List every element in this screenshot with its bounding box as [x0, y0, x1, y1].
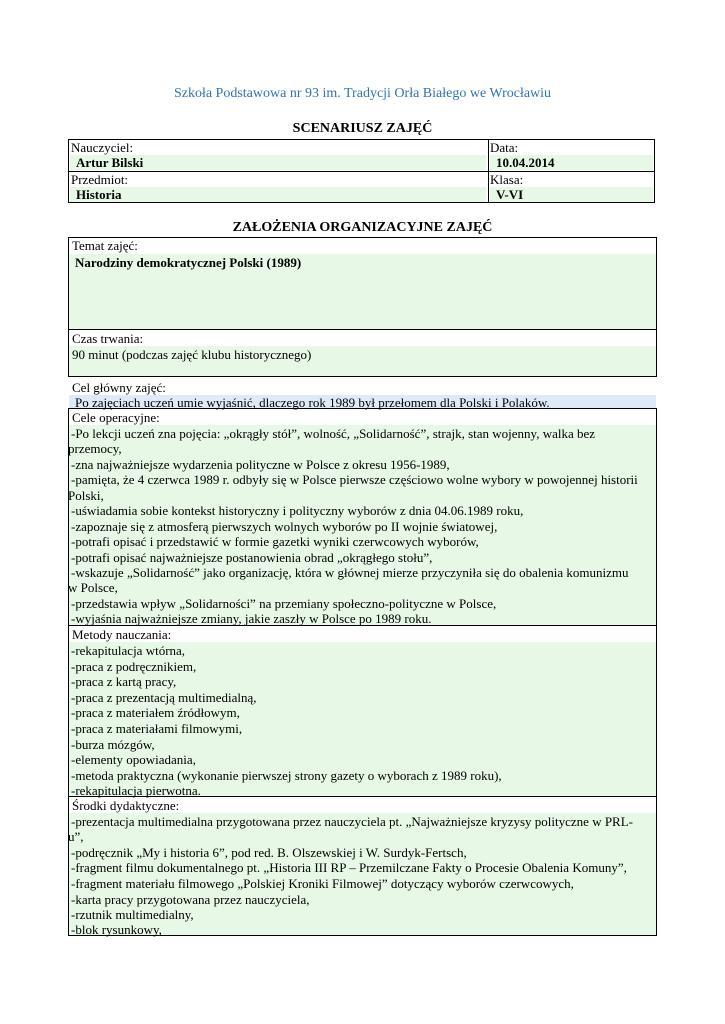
- header-table: [68, 139, 655, 203]
- section-title: ZAŁOŻENIA ORGANIZACYJNE ZAJĘĆ: [232, 220, 493, 235]
- duration-label: Czas trwania:: [72, 331, 144, 346]
- list-item: przemocy,: [68, 441, 122, 456]
- materials-label: Środki dydaktyczne:: [72, 798, 180, 813]
- class-label: Klasa:: [490, 172, 524, 187]
- list-item: w Polsce,: [68, 580, 118, 595]
- list-item: -elementy opowiadania,: [71, 752, 196, 767]
- date-value: 10.04.2014: [490, 155, 653, 170]
- list-item: -rzutnik multimedialny,: [71, 907, 194, 922]
- list-item: -karta pracy przygotowana przez nauczyciela,: [71, 892, 310, 907]
- teacher-label: Nauczyciel:: [71, 140, 134, 155]
- topic-value: Narodziny demokratycznej Polski (1989): [75, 255, 302, 270]
- list-item: -uświadamia sobie kontekst historyczny i polityczny wyborów z dnia 04.06.1989 roku,: [71, 503, 524, 518]
- list-item: -praca z prezentacją multimedialną,: [71, 690, 257, 705]
- list-item: -praca z materiałami filmowymi,: [71, 721, 243, 736]
- list-item: -zapoznaje się z atmosferą pierwszych wolnych wyborów po II wojnie światowej,: [71, 519, 498, 534]
- list-item: -wskazuje „Solidarność” jako organizację, która w głównej mierze przyczyniła się do obalenia komunizmu: [71, 565, 629, 580]
- class-value: V-VI: [490, 187, 653, 202]
- list-item: -praca z kartą pracy,: [71, 674, 177, 689]
- list-item: -praca z materiałem źródłowym,: [71, 705, 240, 720]
- list-item: -fragment materiału filmowego „Polskiej Kroniki Filmowej” dotyczący wyborów czerwcowych,: [71, 876, 574, 891]
- list-item: -praca z podręcznikiem,: [71, 659, 197, 674]
- list-item: -podręcznik „My i historia 6”, pod red. B. Olszewskiej i W. Surdyk-Fertsch,: [71, 845, 467, 860]
- list-item: -potrafi opisać najważniejsze postanowienia obrad „okrągłego stołu”,: [71, 550, 433, 565]
- list-item: -rekapitulacja pierwotna.: [71, 783, 201, 798]
- list-item: -potrafi opisać i przedstawić w formie gazetki wyniki czerwcowych wyborów,: [71, 534, 479, 549]
- list-item: -pamięta, że 4 czerwca 1989 r. odbyły się w Polsce pierwsze częściowo wolne wybory w powojennej historii: [71, 472, 638, 487]
- duration-value: 90 minut (podczas zajęć klubu historycznego): [72, 347, 312, 362]
- list-item: -blok rysunkowy,: [71, 922, 162, 937]
- document-title: SCENARIUSZ ZAJĘĆ: [292, 121, 433, 136]
- school-name: Szkoła Podstawowa nr 93 im. Tradycji Orła Białego we Wrocławiu: [173, 86, 552, 101]
- list-item: -prezentacja multimedialna przygotowana przez nauczyciela pt. „Najważniejsze kryzysy polityczne w PRL-: [71, 814, 634, 829]
- list-item: u”,: [68, 829, 84, 844]
- list-item: -wyjaśnia najważniejsze zmiany, jakie zaszły w Polsce po 1989 roku.: [71, 611, 432, 626]
- list-item: -fragment filmu dokumentalnego pt. „Historia III RP – Przemilczane Fakty o Procesie Obalenia Komuny”,: [71, 860, 627, 875]
- topic-label: Temat zajęć:: [72, 238, 138, 253]
- main-goal-value: Po zajęciach uczeń umie wyjaśnić, dlaczego rok 1989 był przełomem dla Polski i Polaków.: [75, 395, 550, 410]
- operational-goals-label: Cele operacyjne:: [72, 410, 160, 425]
- subject-label: Przedmiot:: [71, 172, 129, 187]
- list-item: -zna najważniejsze wydarzenia polityczne w Polsce z okresu 1956-1989,: [71, 457, 450, 472]
- list-item: Polski,: [68, 488, 104, 503]
- list-item: -Po lekcji uczeń zna pojęcia: „okrągły stół”, wolność, „Solidarność”, strajk, stan wojenny, walka bez: [71, 426, 596, 441]
- subject-value: Historia: [70, 187, 486, 202]
- list-item: -burza mózgów,: [71, 737, 155, 752]
- teacher-value: Artur Bilski: [70, 155, 486, 170]
- list-item: -przedstawia wpływ „Solidarności” na przemiany społeczno-polityczne w Polsce,: [71, 596, 497, 611]
- main-goal-label: Cel główny zajęć:: [72, 380, 166, 395]
- methods-label: Metody nauczania:: [72, 627, 172, 642]
- list-item: -rekapitulacja wtórna,: [71, 643, 186, 658]
- date-label: Data:: [490, 140, 519, 155]
- list-item: -metoda praktyczna (wykonanie pierwszej strony gazety o wyborach z 1989 roku),: [71, 768, 502, 783]
